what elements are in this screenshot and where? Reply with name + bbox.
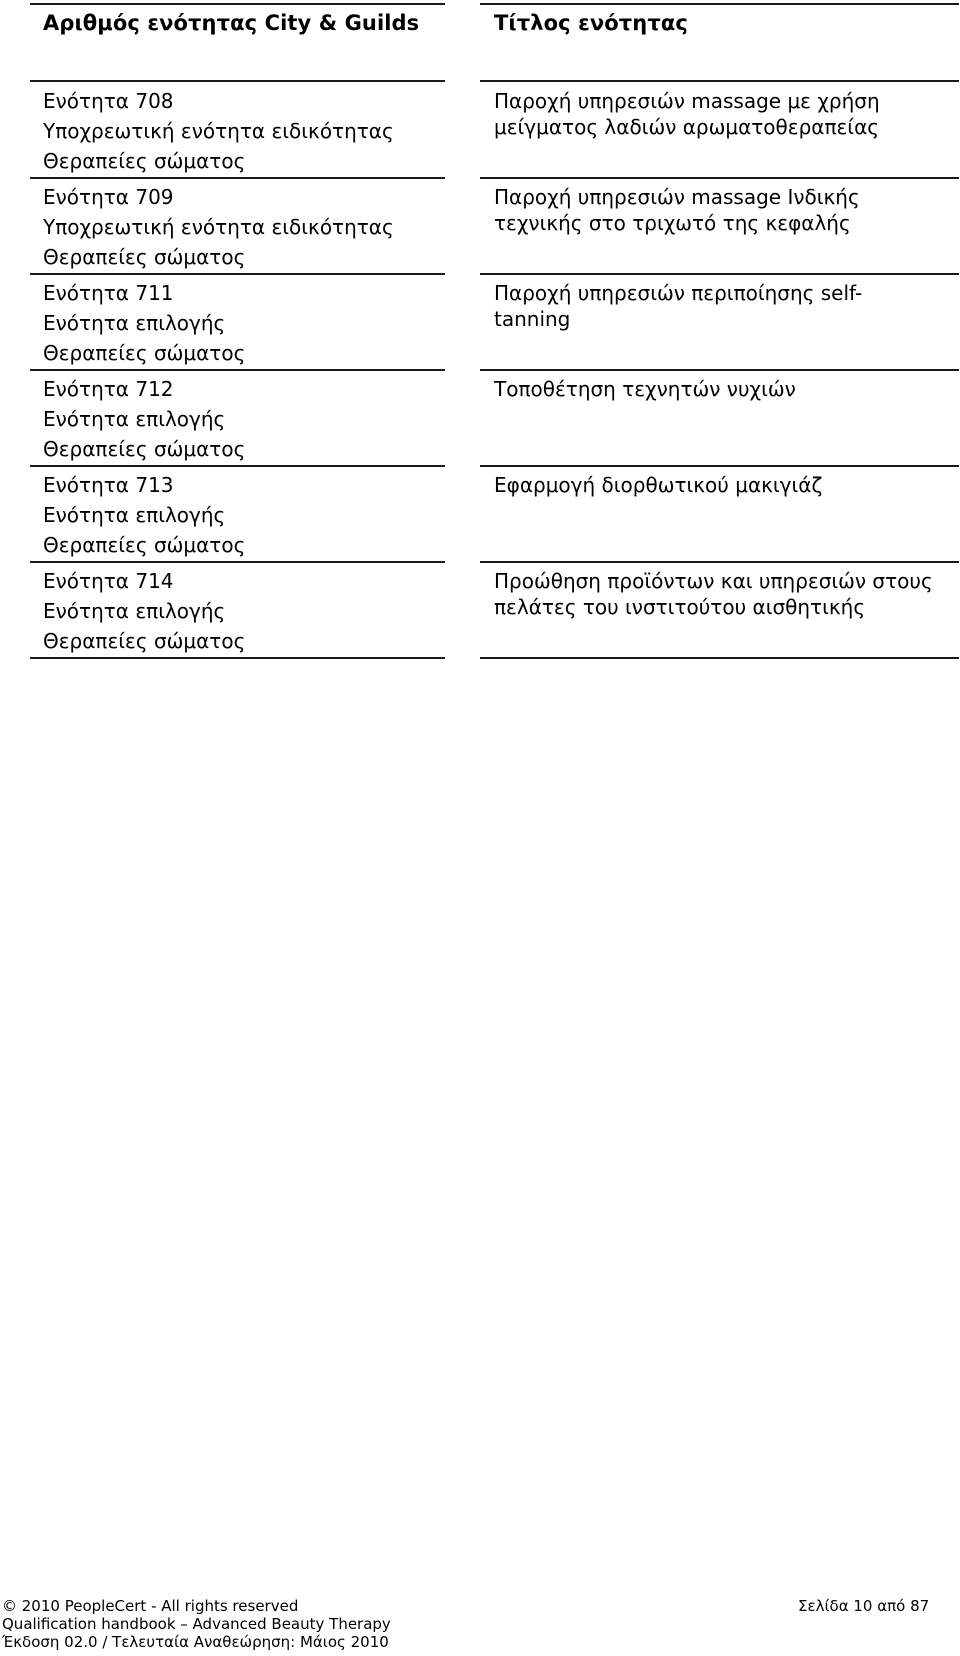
unit-category: Θεραπείες σώματος bbox=[43, 629, 246, 653]
unit-number: Ενότητα 712 bbox=[43, 377, 174, 401]
unit-title-line: τεχνικής στο τριχωτό της κεφαλής bbox=[494, 211, 851, 235]
unit-title-line: πελάτες του ινστιτούτου αισθητικής bbox=[494, 595, 866, 619]
table-row-unit-cell bbox=[43, 86, 443, 176]
column-header-unit-title: Τίτλος ενότητας bbox=[494, 11, 688, 35]
row-divider-right bbox=[480, 561, 959, 563]
unit-type: Υποχρεωτική ενότητα ειδικότητας bbox=[43, 215, 394, 239]
table-row-title-cell bbox=[494, 472, 934, 498]
column-header-unit-number: Αριθμός ενότητας City & Guilds bbox=[43, 11, 420, 35]
page-footer bbox=[2, 1597, 391, 1651]
table-bottom-rule-left bbox=[30, 657, 445, 659]
unit-category: Θεραπείες σώματος bbox=[43, 149, 246, 173]
unit-title-line: Παροχή υπηρεσιών massage με χρήση bbox=[494, 89, 880, 113]
table-row-title-cell bbox=[494, 184, 934, 236]
unit-number: Ενότητα 708 bbox=[43, 89, 174, 113]
footer-page-number: Σελίδα 10 από 87 bbox=[798, 1597, 930, 1615]
table-row-title-cell bbox=[494, 88, 934, 140]
unit-category: Θεραπείες σώματος bbox=[43, 245, 246, 269]
table-row-unit-cell bbox=[43, 374, 443, 464]
row-divider-right bbox=[480, 273, 959, 275]
unit-number: Ενότητα 711 bbox=[43, 281, 174, 305]
row-divider-right bbox=[480, 465, 959, 467]
unit-title-line: μείγματος λαδιών αρωματοθεραπείας bbox=[494, 115, 879, 139]
row-divider-left bbox=[30, 273, 445, 275]
row-divider-left bbox=[30, 465, 445, 467]
header-bottom-rule-right bbox=[480, 80, 959, 82]
row-divider-right bbox=[480, 177, 959, 179]
unit-type: Ενότητα επιλογής bbox=[43, 311, 226, 335]
table-row-title-cell bbox=[494, 376, 934, 402]
unit-number: Ενότητα 713 bbox=[43, 473, 174, 497]
unit-category: Θεραπείες σώματος bbox=[43, 437, 246, 461]
unit-type: Υποχρεωτική ενότητα ειδικότητας bbox=[43, 119, 394, 143]
footer-version: Έκδοση 02.0 / Τελευταία Αναθεώρηση: Μάιος 2010 bbox=[2, 1633, 389, 1651]
table-row-title-cell bbox=[494, 568, 934, 620]
unit-category: Θεραπείες σώματος bbox=[43, 341, 246, 365]
unit-title-line: Προώθηση προϊόντων και υπηρεσιών στους bbox=[494, 569, 933, 593]
unit-number: Ενότητα 709 bbox=[43, 185, 174, 209]
table-row-unit-cell bbox=[43, 182, 443, 272]
table-bottom-rule-right bbox=[480, 657, 959, 659]
unit-number: Ενότητα 714 bbox=[43, 569, 174, 593]
row-divider-left bbox=[30, 561, 445, 563]
unit-title-line: Παροχή υπηρεσιών περιποίησης self- bbox=[494, 281, 863, 305]
row-divider-left bbox=[30, 177, 445, 179]
unit-title-line: tanning bbox=[494, 307, 571, 331]
row-divider-left bbox=[30, 369, 445, 371]
header-bottom-rule-left bbox=[30, 80, 445, 82]
table-row-unit-cell bbox=[43, 278, 443, 368]
table-top-rule-right bbox=[480, 3, 959, 5]
table-top-rule-left bbox=[30, 3, 445, 5]
row-divider-right bbox=[480, 369, 959, 371]
unit-title-line: Τοποθέτηση τεχνητών νυχιών bbox=[494, 377, 796, 401]
footer-handbook-title: Qualification handbook – Advanced Beauty Therapy bbox=[2, 1615, 391, 1633]
unit-type: Ενότητα επιλογής bbox=[43, 599, 226, 623]
table-row-unit-cell bbox=[43, 566, 443, 656]
table-row-title-cell bbox=[494, 280, 934, 332]
table-row-unit-cell bbox=[43, 470, 443, 560]
unit-title-line: Παροχή υπηρεσιών massage Ινδικής bbox=[494, 185, 860, 209]
unit-type: Ενότητα επιλογής bbox=[43, 503, 226, 527]
footer-copyright: © 2010 PeopleCert - All rights reserved bbox=[2, 1597, 299, 1615]
unit-category: Θεραπείες σώματος bbox=[43, 533, 246, 557]
unit-title-line: Εφαρμογή διορθωτικού μακιγιάζ bbox=[494, 473, 823, 497]
unit-type: Ενότητα επιλογής bbox=[43, 407, 226, 431]
